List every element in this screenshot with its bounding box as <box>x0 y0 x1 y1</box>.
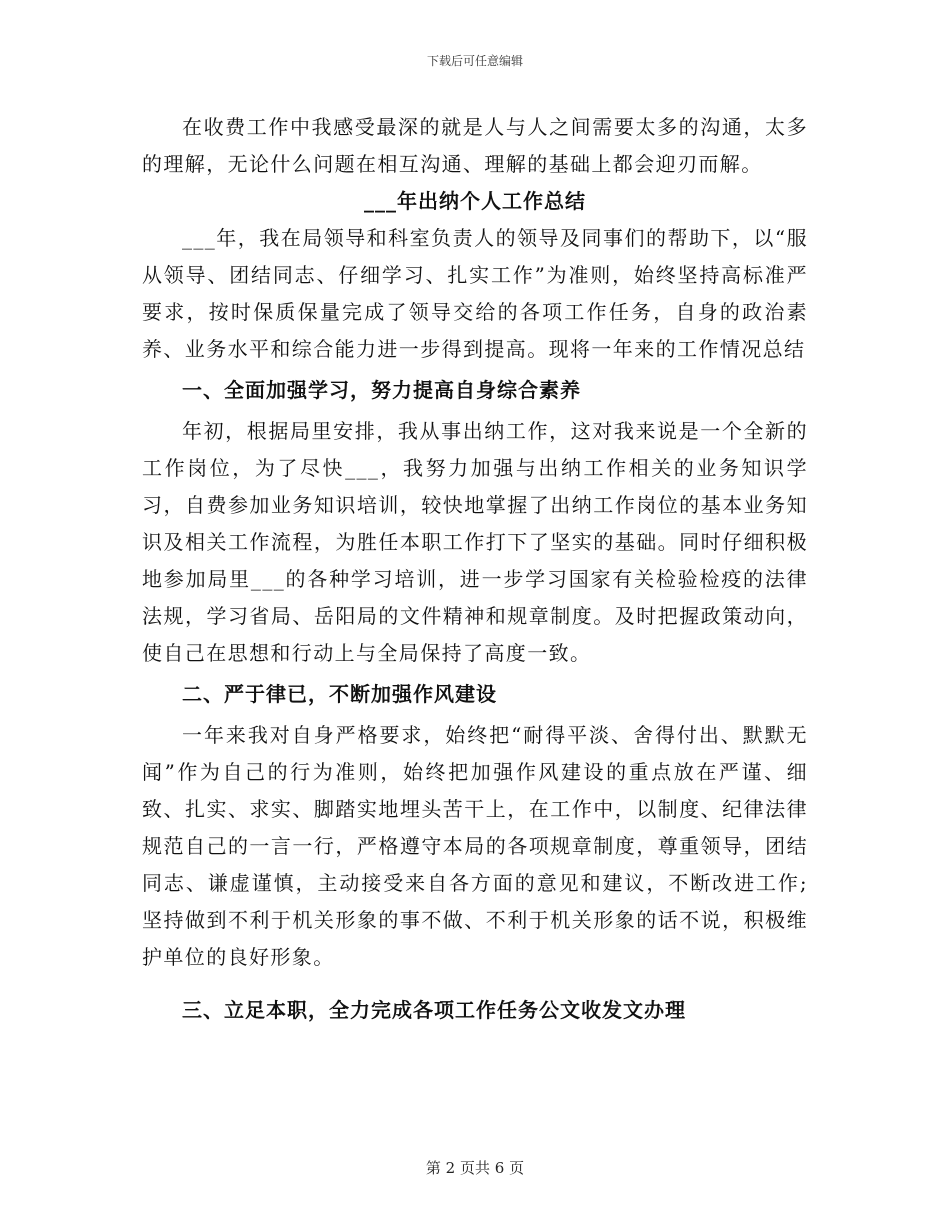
document-title: ___年出纳个人工作总结 <box>364 189 586 213</box>
page-footer: 第 2 页共 6 页 <box>425 1159 525 1177</box>
section-heading-1: 一、全面加强学习，努力提高自身综合素养 <box>182 378 581 402</box>
document-body <box>142 109 808 1029</box>
page-header: 下载后可任意编辑 <box>426 54 523 68</box>
paragraph-section-1: 年初，根据局里安排，我从事出纳工作，这对我来说是一个全新的工作岗位，为了尽快___，我努力加强与出纳工作相关的业务知识学习，自费参加业务知识培训，较快地掌握了出纳工作岗位的基本业务知识及相关工作流程，为胜任本职工作打下了坚实的基础。同时仔细积极地参加局里___的各种学习培训，进一步学习国家有关检验检疫的法律法规，学习省局、岳阳局的文件精神和规章制度。及时把握政策动向，使自己在思想和行动上与全局保持了高度一致。 <box>142 419 808 665</box>
section-heading-3: 三、立足本职，全力完成各项工作任务公文收发文办理 <box>182 998 686 1022</box>
paragraph-section-2: 一年来我对自身严格要求，始终把“耐得平淡、舍得付出、默默无闻”作为自己的行为准则，始终把加强作风建设的重点放在严谨、细致、扎实、求实、脚踏实地埋头苦干上，在工作中，以制度、纪律法律规范自己的一言一行，严格遵守本局的各项规章制度，尊重领导，团结同志、谦虚谨慎，主动接受来自各方面的意见和建议，不断改进工作;坚持做到不利于机关形象的事不做、不利于机关形象的话不说，积极维护单位的良好形象。 <box>142 723 808 969</box>
section-heading-2: 二、严于律已，不断加强作风建设 <box>182 682 497 706</box>
paragraph-summary: ___年，我在局领导和科室负责人的领导及同事们的帮助下，以“服从领导、团结同志、仔细学习、扎实工作”为准则，始终坚持高标准严要求，按时保质保量完成了领导交给的各项工作任务，自身的政治素养、业务水平和综合能力进一步得到提高。现将一年来的工作情况总结 <box>142 226 808 361</box>
paragraph-intro: 在收费工作中我感受最深的就是人与人之间需要太多的沟通，太多的理解，无论什么问题在相互沟通、理解的基础上都会迎刃而解。 <box>142 115 808 176</box>
